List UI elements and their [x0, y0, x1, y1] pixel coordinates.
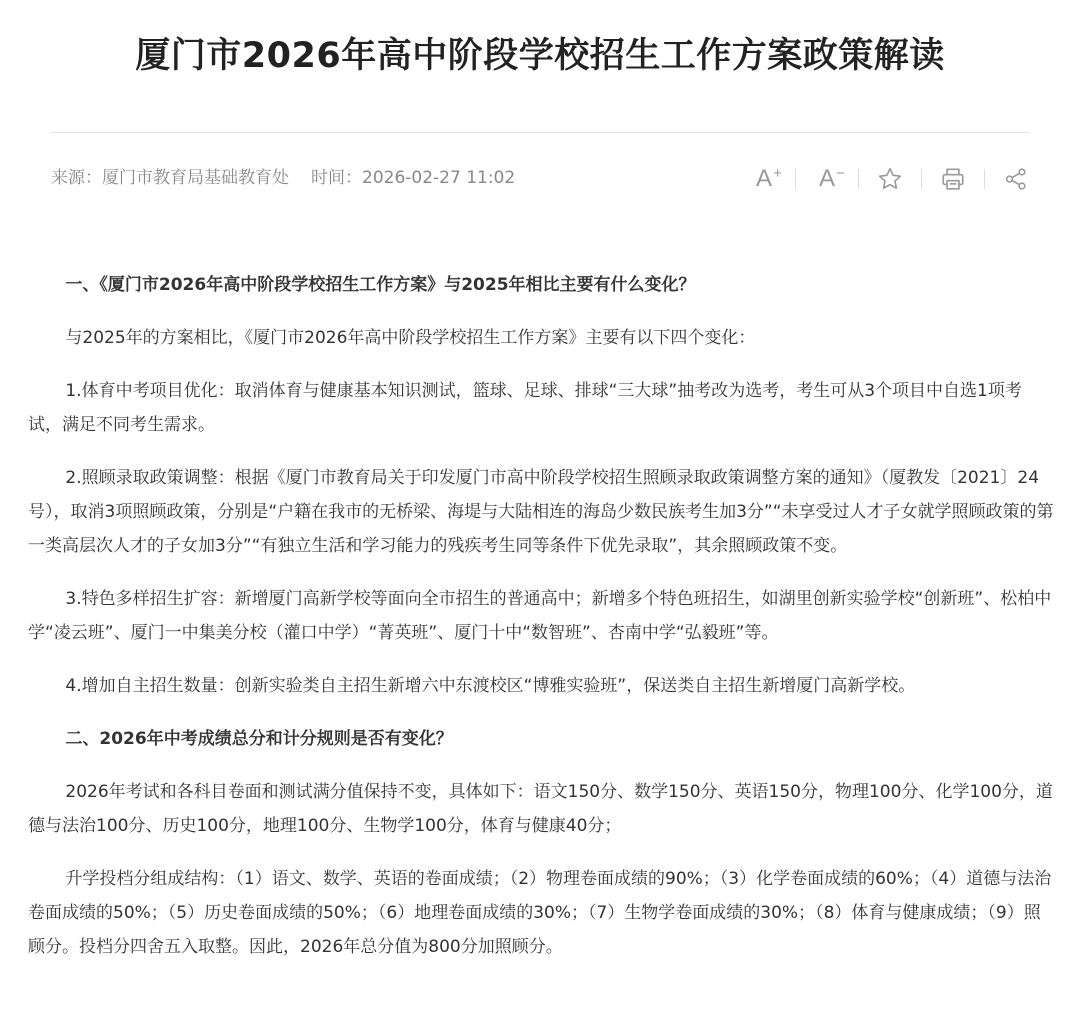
- article-meta: [51, 164, 515, 192]
- toolbar-separator: [858, 169, 859, 189]
- favorite-button[interactable]: [868, 160, 912, 198]
- article-toolbar: [742, 160, 1038, 198]
- section-heading: 一、《厦门市2026年高中阶段学校招生工作方案》与2025年相比主要有什么变化？: [65, 275, 696, 295]
- font-increase-button[interactable]: [742, 160, 786, 198]
- paragraph: 升学投档分组成结构：（1）语文、数学、英语的卷面成绩；（2）物理卷面成绩的90%；（3）化学卷面成绩的60%；（4）道德与法治卷面成绩的50%；（5）历史卷面成绩的50%；（6）地理卷面成绩的30%；（7）生物学卷面成绩的30%；（8）体育与健康成绩；（9）照顾分。投档分四舍五入取整。因此，2026年总分值为800分加照顾分。: [28, 869, 1052, 957]
- page-title: 厦门市2026年高中阶段学校招生工作方案政策解读: [135, 36, 945, 76]
- paragraph: 2.照顾录取政策调整：根据《厦门市教育局关于印发厦门市高中阶段学校招生照顾录取政策调整方案的通知》（厦教发〔2021〕24号），取消3项照顾政策，分别是“户籍在我市的无桥梁、海堤与大陆相连的海岛少数民族考生加3分”“未享受过人才子女就学照顾政策的第一类高层次人才的子女加3分”“有独立生活和学习能力的残疾考生同等条件下优先录取”，其余照顾政策不变。: [28, 468, 1054, 556]
- toolbar-separator: [984, 169, 985, 189]
- share-icon: [1003, 166, 1029, 192]
- print-button[interactable]: [931, 160, 975, 198]
- star-icon: [877, 166, 903, 192]
- title-divider: [50, 132, 1030, 133]
- paragraph: 与2025年的方案相比，《厦门市2026年高中阶段学校招生工作方案》主要有以下四个变化：: [65, 328, 756, 348]
- article-source: 来源：厦门市教育局基础教育处: [51, 168, 289, 188]
- article-body: [28, 268, 1054, 983]
- toolbar-separator: [795, 169, 796, 189]
- article-time: 时间：2026-02-27 11:02: [311, 168, 516, 188]
- toolbar-separator: [921, 169, 922, 189]
- print-icon: [940, 166, 966, 192]
- paragraph: 2026年考试和各科目卷面和测试满分值保持不变，具体如下：语文150分、数学150分、英语150分，物理100分、化学100分，道德与法治100分、历史100分，地理100分、生物学100分，体育与健康40分；: [28, 782, 1053, 836]
- font-decrease-icon: A −: [818, 165, 845, 192]
- share-button[interactable]: [994, 160, 1038, 198]
- paragraph: 4.增加自主招生数量：创新实验类自主招生新增六中东渡校区“博雅实验班”，保送类自主招生新增厦门高新学校。: [65, 676, 916, 696]
- paragraph: 1.体育中考项目优化：取消体育与健康基本知识测试，篮球、足球、排球“三大球”抽考改为选考，考生可从3个项目中自选1项考试，满足不同考生需求。: [28, 381, 1022, 435]
- section-heading: 二、2026年中考成绩总分和计分规则是否有变化？: [65, 729, 453, 749]
- font-increase-icon: A +: [755, 165, 782, 192]
- paragraph: 3.特色多样招生扩容：新增厦门高新学校等面向全市招生的普通高中；新增多个特色班招生，如湖里创新实验学校“创新班”、松柏中学“凌云班”、厦门一中集美分校（灌口中学）“菁英班”、厦门十中“数智班”、杏南中学“弘毅班”等。: [28, 589, 1052, 643]
- font-decrease-button[interactable]: [805, 160, 849, 198]
